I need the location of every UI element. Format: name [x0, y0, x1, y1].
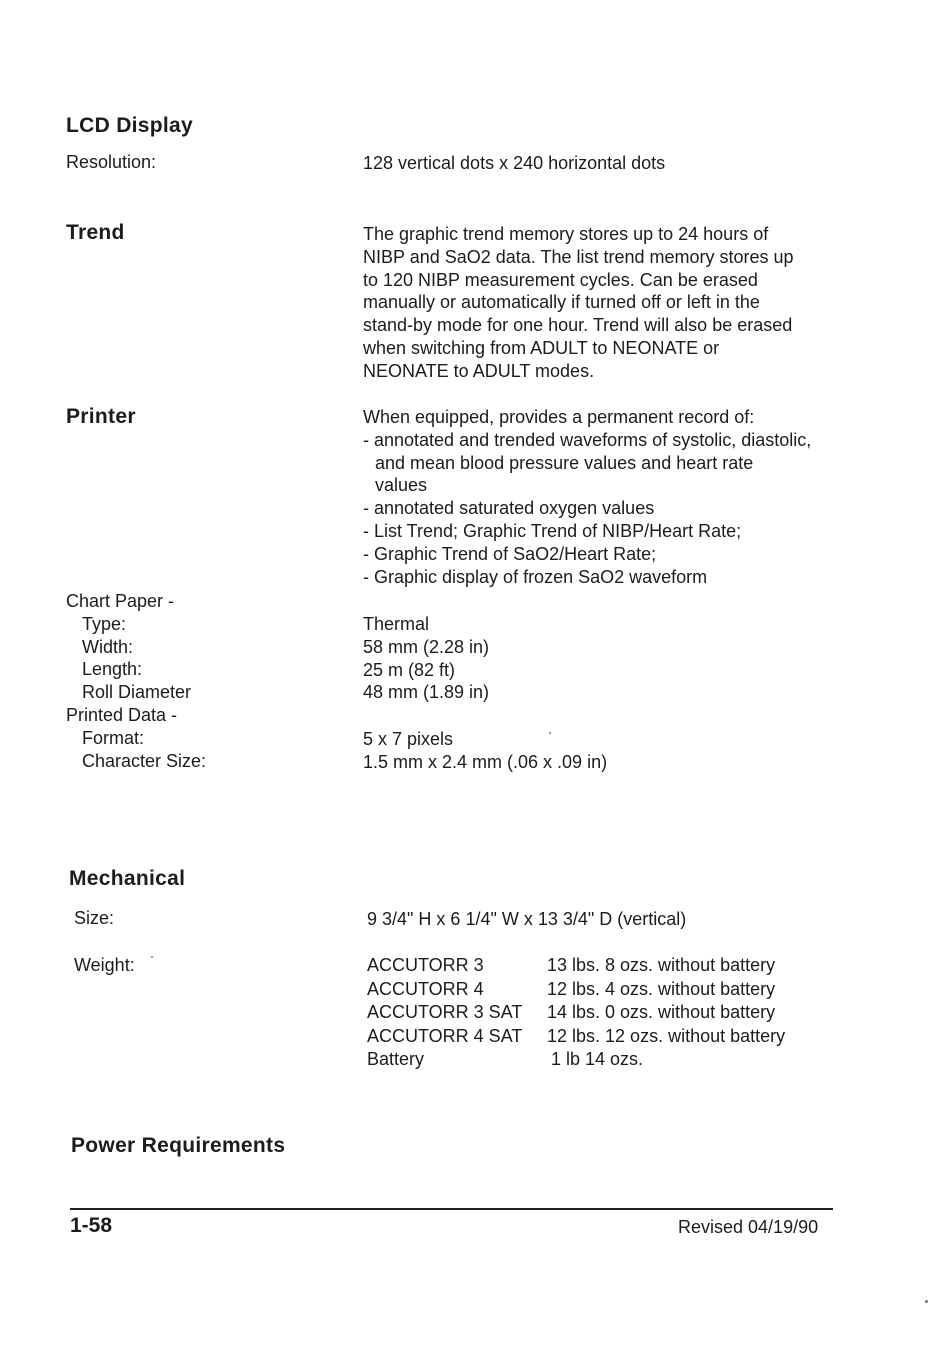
weight-table [367, 954, 785, 1072]
chart-paper-width-label: Width: [82, 636, 134, 657]
power-requirements-heading: Power Requirements [71, 1134, 286, 1157]
chart-paper-length-value: 25 m (82 ft) [363, 659, 456, 680]
resolution-value: 128 vertical dots x 240 horizontal dots [363, 153, 666, 173]
revision-date: Revised 04/19/90 [678, 1217, 819, 1237]
weight-model: ACCUTORR 3 [367, 955, 484, 975]
chart-paper-width-value: 58 mm (2.28 in) [363, 636, 490, 657]
weight-model: ACCUTORR 3 SAT [367, 1002, 523, 1022]
scan-speck [925, 1300, 928, 1303]
trend-line: stand-by mode for one hour. Trend will also be erased [363, 315, 793, 336]
weight-value: 1 lb 14 ozs. [551, 1049, 644, 1069]
printer-list-item: values [375, 475, 428, 496]
chart-paper-roll-diameter-label: Roll Diameter [82, 682, 192, 703]
weight-value: 13 lbs. 8 ozs. without battery [547, 955, 776, 975]
trend-line: The graphic trend memory stores up to 24 hours of [363, 224, 769, 244]
printed-data-label: Printed Data - [66, 704, 178, 725]
trend-description [363, 223, 794, 383]
chart-paper-length-label: Length: [82, 659, 143, 680]
weight-model: ACCUTORR 4 [367, 978, 484, 999]
page-number: 1-58 [70, 1214, 113, 1237]
printed-data-character-size-label: Character Size: [82, 750, 207, 771]
printer-list-item: - annotated and trended waveforms of systolic, diastolic, [363, 429, 812, 450]
chart-paper-roll-diameter-value: 48 mm (1.89 in) [363, 682, 490, 703]
size-value: 9 3/4" H x 6 1/4" W x 13 3/4" D (vertical) [367, 909, 687, 929]
footer-rule [70, 1208, 833, 1210]
weight-label: Weight: [74, 955, 135, 975]
printer-intro: When equipped, provides a permanent record of: [363, 407, 755, 427]
printed-data-format-label: Format: [82, 727, 145, 748]
scan-speck [151, 956, 153, 958]
printed-data-character-size-value: 1.5 mm x 2.4 mm (.06 x .09 in) [363, 751, 608, 772]
resolution-label: Resolution: [66, 152, 157, 172]
printer-description [363, 406, 811, 588]
trend-line: NEONATE to ADULT modes. [363, 360, 595, 381]
trend-line: manually or automatically if turned off or left in the [363, 292, 760, 313]
weight-value: 14 lbs. 0 ozs. without battery [547, 1002, 776, 1022]
chart-paper-values [363, 613, 489, 704]
weight-model: Battery [367, 1049, 425, 1069]
trend-line: when switching from ADULT to NEONATE or [363, 337, 720, 358]
chart-paper-labels [66, 590, 206, 772]
chart-paper-type-value: Thermal [363, 614, 430, 634]
weight-value: 12 lbs. 4 ozs. without battery [547, 978, 776, 999]
size-label: Size: [74, 908, 115, 928]
lcd-display-heading: LCD Display [66, 114, 193, 137]
printer-list-item: - List Trend; Graphic Trend of NIBP/Heart Rate; [363, 520, 742, 541]
weight-model: ACCUTORR 4 SAT [367, 1025, 523, 1046]
printer-list-item: - Graphic display of frozen SaO2 waveform [363, 566, 708, 587]
trend-line: to 120 NIBP measurement cycles. Can be erased [363, 269, 758, 290]
scan-speck [549, 732, 551, 734]
printer-list-item: - annotated saturated oxygen values [363, 498, 655, 519]
trend-heading: Trend [66, 221, 125, 244]
trend-line: NIBP and SaO2 data. The list trend memory stores up [363, 246, 794, 267]
chart-paper-label: Chart Paper - [66, 591, 175, 611]
printed-data-values [363, 728, 607, 774]
printer-heading: Printer [66, 405, 136, 428]
chart-paper-type-label: Type: [82, 613, 127, 634]
weight-value: 12 lbs. 12 ozs. without battery [547, 1025, 786, 1046]
printer-list-item: and mean blood pressure values and heart rate [375, 452, 754, 473]
printed-data-format-value: 5 x 7 pixels [363, 729, 454, 749]
mechanical-heading: Mechanical [69, 867, 186, 890]
printer-list-item: - Graphic Trend of SaO2/Heart Rate; [363, 543, 657, 564]
